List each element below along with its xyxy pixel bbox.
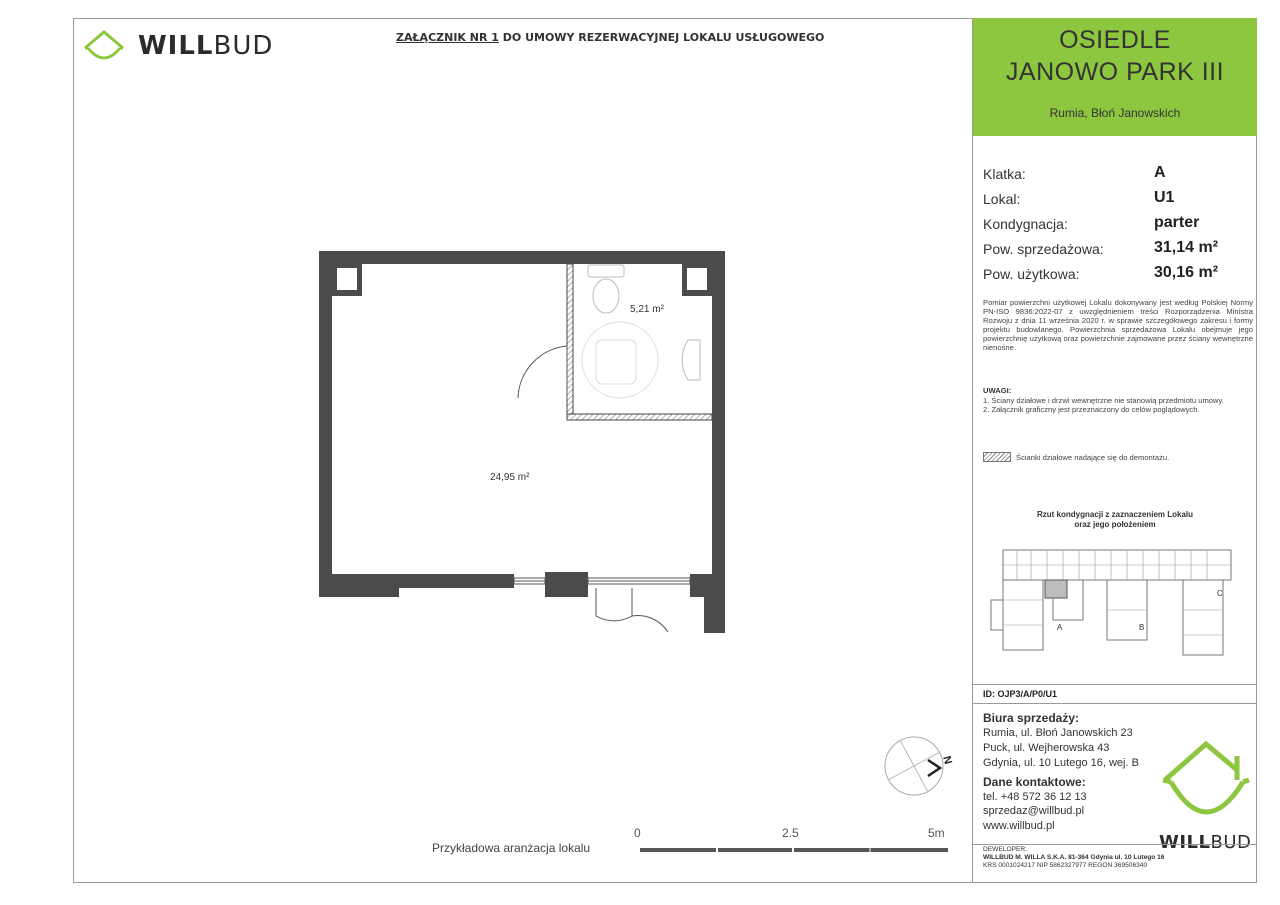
- compass: [885, 737, 954, 795]
- estate-line2: JANOWO PARK III: [1005, 58, 1225, 86]
- divider: [973, 844, 1257, 845]
- wc-area-label: 5,21 m²: [630, 304, 664, 315]
- sales-offices: Biura sprzedaży: Rumia, ul. Błoń Janowskich 23 Puck, ul. Wejherowska 43 Gdynia, ul. 10 Lutego 16, wej. B: [983, 711, 1139, 769]
- contact-info: Dane kontaktowe: tel. +48 572 36 12 13 sprzedaz@willbud.pl www.willbud.pl: [983, 775, 1087, 832]
- hatch-legend: Ścianki działowe nadające się do demontażu.: [983, 452, 1169, 462]
- keyplan-label-b: B: [1139, 623, 1145, 632]
- wc-door: [518, 346, 567, 400]
- keyplan-highlight: [1045, 580, 1067, 598]
- unit-facts: [983, 164, 1253, 289]
- measurement-note: Pomiar powierzchni użytkowej Lokalu dokonywany jest według Polskiej Normy PN-ISO 9836:2022-07 z uwzględnieniem treści Rozporządzenia Ministra Rozwoju z dnia 11 września 2020 r. w sprawie szczegółowego zakresu i formy projektu budowlanego. Powierzchnia sprzedażowa Lokalu obejmuje jego powierzchnię użytkową oraz powierzchnie zajmowane przez ściany wewnętrzne nienośne.: [983, 298, 1253, 352]
- info-panel: [972, 18, 1257, 883]
- house-logo-icon: [1159, 730, 1253, 826]
- keyplan-label-c: C: [1217, 589, 1223, 598]
- developer-info: DEWELOPER: WILLBUD M. WILLA S.K.A. 81-364 Gdynia ul. 10 Lutego 16 KRS 0001024217 NIP 5862327977 REGON 369506340: [983, 846, 1165, 869]
- fact-row: Kondygnacja: parter: [983, 214, 1200, 232]
- divider: [973, 684, 1257, 685]
- remarks: UWAGI: 1. Ściany działowe i drzwi wewnętrzne nie stanowią przedmiotu umowy. 2. Załącznik graficzny jest przeznaczony do celów poglądowych.: [983, 386, 1224, 414]
- scale-tick-mid: 2.5: [782, 826, 799, 840]
- estate-location: Rumia, Błoń Janowskich: [1049, 106, 1181, 120]
- scale-caption: Przykładowa aranżacja lokalu: [432, 841, 591, 855]
- fact-row: Pow. użytkowa: 30,16 m²: [983, 264, 1219, 282]
- brand-wordmark: WILLBUD: [138, 31, 274, 61]
- exterior-walls: [319, 251, 725, 633]
- windows: [514, 578, 690, 584]
- website-link[interactable]: www.willbud.pl: [983, 819, 1055, 832]
- estate-line1: OSIEDLE: [1059, 26, 1171, 54]
- brand-wordmark-large: WILLBUD: [1159, 832, 1252, 853]
- fact-row: Klatka: A: [983, 164, 1166, 182]
- document-title: ZAŁĄCZNIK NR 1 DO UMOWY REZERWACYJNEJ LOKALU USŁUGOWEGO: [396, 31, 825, 44]
- main-area-label: 24,95 m²: [490, 472, 530, 483]
- estate-banner: [973, 18, 1257, 136]
- keyplan-title: Rzut kondygnacji z zaznaczeniem Lokalu oraz jego położeniem: [1036, 510, 1194, 529]
- brand-logo-large: [1159, 730, 1253, 853]
- fact-row: Lokal: U1: [983, 189, 1175, 207]
- divider: [973, 703, 1257, 704]
- phone-link[interactable]: tel. +48 572 36 12 13: [983, 790, 1087, 803]
- keyplan-map: [987, 540, 1243, 676]
- fact-row: Pow. sprzedażowa: 31,14 m²: [983, 239, 1219, 257]
- keyplan-label-a: A: [1057, 623, 1063, 632]
- hatch-swatch-icon: [983, 452, 1011, 462]
- scale-tick-0: 0: [634, 826, 641, 840]
- scale-tick-end: 5m: [928, 826, 945, 840]
- north-letter: N: [940, 754, 954, 766]
- email-link[interactable]: sprzedaz@willbud.pl: [983, 805, 1085, 817]
- unit-id: ID: OJP3/A/P0/U1: [983, 689, 1058, 699]
- entrance-door: [596, 588, 668, 632]
- scale-bar: [640, 846, 948, 854]
